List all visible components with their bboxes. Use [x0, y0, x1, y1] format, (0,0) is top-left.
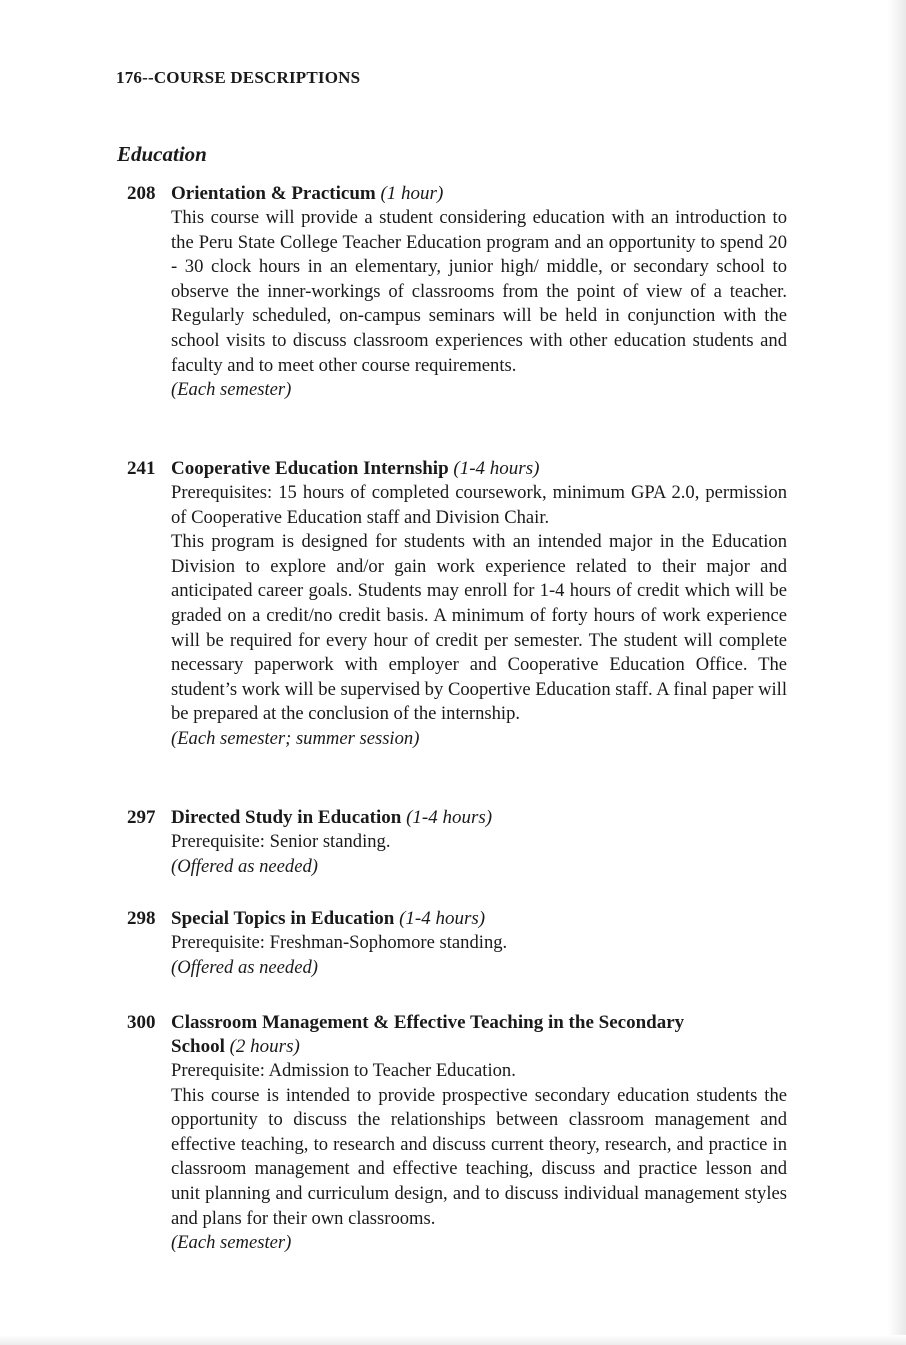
- course-prerequisite: Prerequisite: Senior standing.: [171, 831, 391, 852]
- course-body: [171, 481, 787, 752]
- course-body: [171, 206, 787, 403]
- course-description: This course is intended to provide prospective secondary education students the opportunity to discuss the relationships between classroom management and effective teaching, to research and discuss current theory, research, and practice in classroom management and effective teaching, discuss and practice lesson and unit planning and curriculum design, and to discuss individual management styles and plans for their own classrooms.: [171, 1084, 787, 1229]
- course-hours: (2 hours): [229, 1036, 300, 1057]
- course-number: 300: [127, 1012, 156, 1033]
- course-heading: [127, 457, 787, 481]
- course-body: [171, 1059, 787, 1256]
- course-schedule: (Each semester): [171, 1232, 292, 1254]
- scan-edge-shadow: [888, 0, 906, 1345]
- course-body: [171, 830, 787, 879]
- course-title-line1: Classroom Management & Effective Teaching in the Secondary: [171, 1012, 685, 1033]
- course-241: [127, 457, 787, 752]
- course-title: Orientation & Practicum: [171, 183, 376, 204]
- course-hours: (1-4 hours): [399, 908, 486, 929]
- course-hours: (1-4 hours): [453, 458, 540, 479]
- course-prerequisite: Prerequisites: 15 hours of completed coursework, minimum GPA 2.0, permission of Cooperative Education staff and Division Chair.: [171, 482, 787, 528]
- course-297: [127, 806, 787, 879]
- page-header: 176--COURSE DESCRIPTIONS: [116, 68, 361, 87]
- course-title: Cooperative Education Internship: [171, 458, 449, 479]
- course-hours: (1-4 hours): [406, 807, 493, 828]
- section-title: Education: [117, 142, 207, 166]
- course-description: This course will provide a student considering education with an introduction to the Peru State College Teacher Education program and an opportunity to spend 20 - 30 clock hours in an elementary, junior high/ middle, or secondary school to observe the inner-workings of classrooms from the point of view of a teacher. Regularly scheduled, on-campus seminars will be held in conjunction with the school visits to discuss classroom experiences with other education students and faculty and to meet other course requirements.: [171, 207, 787, 376]
- course-description: This program is designed for students with an intended major in the Education Division to explore and/or gain work experience related to their major and anticipated career goals. Students may enroll for 1-4 hours of credit which will be graded on a credit/no credit basis. A minimum of forty hours of work experience will be required for every hour of credit per semester. The student will complete necessary paperwork with employer and Cooperative Education Office. The student’s work will be supervised by Coopertive Education staff. A final paper will be prepared at the conclusion of the internship.: [171, 531, 787, 725]
- course-schedule: (Each semester; summer session): [171, 727, 420, 749]
- course-title: Special Topics in Education: [171, 908, 395, 929]
- course-heading: [127, 1011, 787, 1059]
- course-heading: [127, 806, 787, 830]
- course-schedule: (Offered as needed): [171, 956, 318, 978]
- course-schedule: (Offered as needed): [171, 855, 318, 877]
- course-schedule: (Each semester): [171, 379, 292, 401]
- course-title-line2: School: [171, 1036, 225, 1057]
- course-heading: [127, 182, 787, 206]
- course-prerequisite: Prerequisite: Admission to Teacher Education.: [171, 1060, 516, 1081]
- course-208: [127, 182, 787, 403]
- course-title: Directed Study in Education: [171, 807, 402, 828]
- course-298: [127, 907, 787, 980]
- course-number: 297: [127, 807, 156, 828]
- course-number: 241: [127, 458, 156, 479]
- course-number: 208: [127, 183, 156, 204]
- course-number: 298: [127, 908, 156, 929]
- course-body: [171, 931, 787, 980]
- course-hours: (1 hour): [380, 183, 444, 204]
- course-300: [127, 1011, 787, 1256]
- course-heading: [127, 907, 787, 931]
- scan-bottom-shadow: [0, 1335, 906, 1345]
- course-prerequisite: Prerequisite: Freshman-Sophomore standing.: [171, 932, 508, 953]
